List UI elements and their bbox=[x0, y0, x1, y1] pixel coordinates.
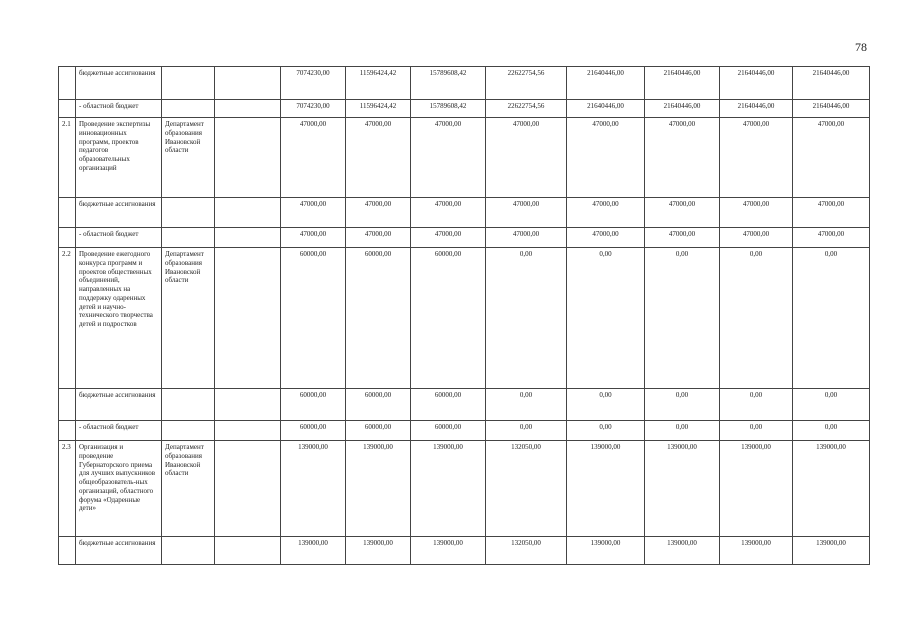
value-cell: 139000,00 bbox=[346, 537, 411, 565]
value-cell: 47000,00 bbox=[793, 118, 870, 198]
value-cell: 60000,00 bbox=[281, 421, 346, 441]
executor-cell bbox=[162, 228, 215, 248]
executor-cell: Департамент образования Ивановской области bbox=[162, 441, 215, 537]
empty-cell bbox=[215, 198, 281, 228]
table-row bbox=[59, 100, 870, 118]
value-cell: 21640446,00 bbox=[720, 100, 793, 118]
value-cell: 139000,00 bbox=[720, 537, 793, 565]
value-cell: 0,00 bbox=[486, 421, 567, 441]
row-number-cell bbox=[59, 228, 76, 248]
value-cell: 21640446,00 bbox=[793, 100, 870, 118]
value-cell: 139000,00 bbox=[793, 537, 870, 565]
executor-cell: Департамент образования Ивановской области bbox=[162, 248, 215, 389]
value-cell: 139000,00 bbox=[281, 441, 346, 537]
value-cell: 60000,00 bbox=[346, 389, 411, 421]
table-row bbox=[59, 389, 870, 421]
value-cell: 7074230,00 bbox=[281, 100, 346, 118]
value-cell: 0,00 bbox=[720, 421, 793, 441]
empty-cell bbox=[215, 228, 281, 248]
value-cell: 139000,00 bbox=[346, 441, 411, 537]
value-cell: 0,00 bbox=[567, 421, 645, 441]
value-cell: 47000,00 bbox=[720, 198, 793, 228]
empty-cell bbox=[215, 67, 281, 100]
value-cell: 139000,00 bbox=[567, 441, 645, 537]
value-cell: 47000,00 bbox=[346, 228, 411, 248]
value-cell: 0,00 bbox=[793, 421, 870, 441]
value-cell: 47000,00 bbox=[720, 228, 793, 248]
row-number-cell bbox=[59, 389, 76, 421]
empty-cell bbox=[215, 100, 281, 118]
value-cell: 21640446,00 bbox=[645, 67, 720, 100]
value-cell: 0,00 bbox=[645, 389, 720, 421]
value-cell: 11596424,42 bbox=[346, 100, 411, 118]
table-row bbox=[59, 118, 870, 198]
table-row bbox=[59, 537, 870, 565]
value-cell: 21640446,00 bbox=[567, 67, 645, 100]
empty-cell bbox=[215, 118, 281, 198]
value-cell: 0,00 bbox=[486, 389, 567, 421]
value-cell: 47000,00 bbox=[411, 228, 486, 248]
name-cell: Проведение экспертизы инновационных программ, проектов педагогов образовательных организаций bbox=[76, 118, 162, 198]
row-number-cell bbox=[59, 421, 76, 441]
value-cell: 47000,00 bbox=[486, 118, 567, 198]
table-row bbox=[59, 198, 870, 228]
value-cell: 139000,00 bbox=[411, 537, 486, 565]
value-cell: 139000,00 bbox=[281, 537, 346, 565]
value-cell: 21640446,00 bbox=[720, 67, 793, 100]
value-cell: 132050,00 bbox=[486, 537, 567, 565]
value-cell: 0,00 bbox=[720, 389, 793, 421]
value-cell: 47000,00 bbox=[645, 198, 720, 228]
value-cell: 60000,00 bbox=[411, 248, 486, 389]
name-cell: - областной бюджет bbox=[76, 421, 162, 441]
executor-cell bbox=[162, 389, 215, 421]
value-cell: 47000,00 bbox=[281, 118, 346, 198]
table-row bbox=[59, 248, 870, 389]
executor-cell bbox=[162, 421, 215, 441]
value-cell: 60000,00 bbox=[411, 421, 486, 441]
table-row bbox=[59, 441, 870, 537]
value-cell: 0,00 bbox=[645, 421, 720, 441]
value-cell: 22622754,56 bbox=[486, 100, 567, 118]
executor-cell bbox=[162, 100, 215, 118]
value-cell: 47000,00 bbox=[411, 198, 486, 228]
value-cell: 60000,00 bbox=[346, 248, 411, 389]
value-cell: 47000,00 bbox=[720, 118, 793, 198]
value-cell: 0,00 bbox=[720, 248, 793, 389]
value-cell: 47000,00 bbox=[486, 228, 567, 248]
value-cell: 60000,00 bbox=[281, 248, 346, 389]
value-cell: 47000,00 bbox=[567, 228, 645, 248]
value-cell: 15789608,42 bbox=[411, 67, 486, 100]
value-cell: 139000,00 bbox=[645, 441, 720, 537]
page-number: 78 bbox=[855, 40, 867, 54]
value-cell: 22622754,56 bbox=[486, 67, 567, 100]
name-cell: Организация и проведение Губернаторского приема для лучших выпускников общеобразователь-ных организаций, областного форума «Одаренные дети» bbox=[76, 441, 162, 537]
value-cell: 132050,00 bbox=[486, 441, 567, 537]
value-cell: 47000,00 bbox=[486, 198, 567, 228]
value-cell: 21640446,00 bbox=[645, 100, 720, 118]
executor-cell bbox=[162, 537, 215, 565]
value-cell: 60000,00 bbox=[346, 421, 411, 441]
value-cell: 47000,00 bbox=[567, 198, 645, 228]
name-cell: - областной бюджет bbox=[76, 100, 162, 118]
value-cell: 47000,00 bbox=[346, 118, 411, 198]
value-cell: 47000,00 bbox=[793, 198, 870, 228]
empty-cell bbox=[215, 421, 281, 441]
name-cell: бюджетные ассигнования bbox=[76, 198, 162, 228]
value-cell: 0,00 bbox=[645, 248, 720, 389]
value-cell: 0,00 bbox=[793, 248, 870, 389]
value-cell: 47000,00 bbox=[411, 118, 486, 198]
value-cell: 139000,00 bbox=[567, 537, 645, 565]
value-cell: 0,00 bbox=[567, 248, 645, 389]
name-cell: бюджетные ассигнования bbox=[76, 67, 162, 100]
value-cell: 21640446,00 bbox=[793, 67, 870, 100]
value-cell: 139000,00 bbox=[411, 441, 486, 537]
empty-cell bbox=[215, 248, 281, 389]
row-number-cell bbox=[59, 198, 76, 228]
row-number-cell: 2.2 bbox=[59, 248, 76, 389]
row-number-cell: 2.3 bbox=[59, 441, 76, 537]
value-cell: 21640446,00 bbox=[567, 100, 645, 118]
row-number-cell: 2.1 bbox=[59, 118, 76, 198]
value-cell: 139000,00 bbox=[793, 441, 870, 537]
executor-cell: Департамент образования Ивановской области bbox=[162, 118, 215, 198]
value-cell: 60000,00 bbox=[281, 389, 346, 421]
value-cell: 0,00 bbox=[567, 389, 645, 421]
value-cell: 47000,00 bbox=[567, 118, 645, 198]
value-cell: 60000,00 bbox=[411, 389, 486, 421]
empty-cell bbox=[215, 537, 281, 565]
empty-cell bbox=[215, 441, 281, 537]
row-number-cell bbox=[59, 100, 76, 118]
value-cell: 47000,00 bbox=[793, 228, 870, 248]
value-cell: 47000,00 bbox=[281, 198, 346, 228]
executor-cell bbox=[162, 198, 215, 228]
empty-cell bbox=[215, 389, 281, 421]
value-cell: 0,00 bbox=[793, 389, 870, 421]
table-row bbox=[59, 421, 870, 441]
name-cell: Проведение ежегодного конкурса программ и проектов общественных объединений, направленных на поддержку одаренных детей и научно-технического творчества детей и подростков bbox=[76, 248, 162, 389]
name-cell: - областной бюджет bbox=[76, 228, 162, 248]
value-cell: 47000,00 bbox=[645, 228, 720, 248]
table-row bbox=[59, 67, 870, 100]
value-cell: 47000,00 bbox=[645, 118, 720, 198]
value-cell: 7074230,00 bbox=[281, 67, 346, 100]
value-cell: 47000,00 bbox=[281, 228, 346, 248]
value-cell: 11596424,42 bbox=[346, 67, 411, 100]
row-number-cell bbox=[59, 67, 76, 100]
value-cell: 0,00 bbox=[486, 248, 567, 389]
value-cell: 47000,00 bbox=[346, 198, 411, 228]
value-cell: 15789608,42 bbox=[411, 100, 486, 118]
table-row bbox=[59, 228, 870, 248]
executor-cell bbox=[162, 67, 215, 100]
name-cell: бюджетные ассигнования bbox=[76, 537, 162, 565]
budget-table bbox=[58, 66, 870, 565]
value-cell: 139000,00 bbox=[645, 537, 720, 565]
value-cell: 139000,00 bbox=[720, 441, 793, 537]
row-number-cell bbox=[59, 537, 76, 565]
name-cell: бюджетные ассигнования bbox=[76, 389, 162, 421]
